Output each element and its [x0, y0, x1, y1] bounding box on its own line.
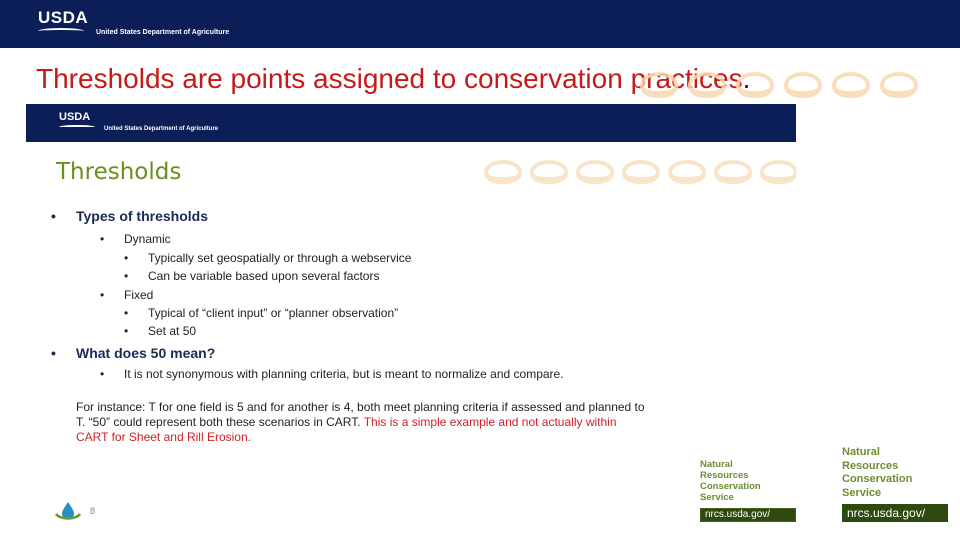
swirl-icon: [484, 160, 522, 184]
swirl-icon: [736, 72, 774, 98]
example-paragraph: [76, 400, 646, 445]
slide-department-name: United States Department of Agriculture: [104, 126, 219, 132]
embedded-slide: [26, 104, 796, 530]
slide-page-number: 8: [90, 506, 96, 516]
swirl-icon: [688, 72, 726, 98]
swirl-icon: [530, 160, 568, 184]
water-drop-icon: [54, 500, 82, 522]
nrcs-url: nrcs.usda.gov/: [847, 506, 926, 520]
swirl-icon: [760, 160, 796, 184]
list-item: • Types of thresholds: [52, 208, 208, 224]
list-item: • Typically set geospatially or through a webservice: [124, 251, 411, 265]
nrcs-logo: Natural Resources Conservation Service: [842, 446, 913, 499]
usda-logo: USDA: [38, 8, 89, 27]
headline-period: .: [742, 63, 751, 94]
slide-usda-banner: [26, 104, 796, 142]
swirl-icon: [880, 72, 918, 98]
list-item: • What does 50 mean?: [52, 345, 215, 361]
swirl-icon: [714, 160, 752, 184]
example-text: For instance: T for one field is 5 and for another is 4, both meet planning criteria if assessed and planned to T. “50” could represent both these scenarios in CART.: [76, 400, 645, 429]
list-item: • It is not synonymous with planning criteria, but is meant to normalize and compare.: [100, 367, 564, 381]
swirl-icon: [622, 160, 660, 184]
nrcs-logo-small: Natural Resources Conservation Service: [700, 459, 761, 503]
swirl-icon: [640, 72, 678, 98]
list-item: • Can be variable based upon several factors: [124, 269, 379, 283]
swirl-icon: [832, 72, 870, 98]
slide-usda-logo: USDA: [59, 111, 91, 123]
slide-usda-swoosh-icon: [59, 125, 95, 129]
list-item: • Dynamic: [100, 232, 171, 246]
slide-title: Thresholds: [56, 159, 182, 185]
swirl-icon: [784, 72, 822, 98]
swirl-icon: [576, 160, 614, 184]
nrcs-url-badge: [842, 504, 948, 522]
slide-swirl-row: [484, 160, 796, 184]
decorative-swirl-row: [640, 72, 960, 102]
list-item: • Fixed: [100, 288, 153, 302]
usda-banner: [0, 0, 960, 48]
headline-text: Thresholds are points assigned to conservation practices: [36, 63, 743, 94]
usda-swoosh-icon: [38, 28, 84, 34]
department-name: United States Department of Agriculture: [96, 29, 230, 36]
example-note: This is a simple example and not actually within CART for Sheet and Rill Erosion.: [76, 415, 617, 444]
swirl-icon: [668, 160, 706, 184]
nrcs-url-small: nrcs.usda.gov/: [705, 509, 771, 520]
list-item: • Typical of “client input” or “planner observation”: [124, 306, 398, 320]
list-item: • Set at 50: [124, 324, 196, 338]
nrcs-url-badge-small: [700, 508, 796, 522]
